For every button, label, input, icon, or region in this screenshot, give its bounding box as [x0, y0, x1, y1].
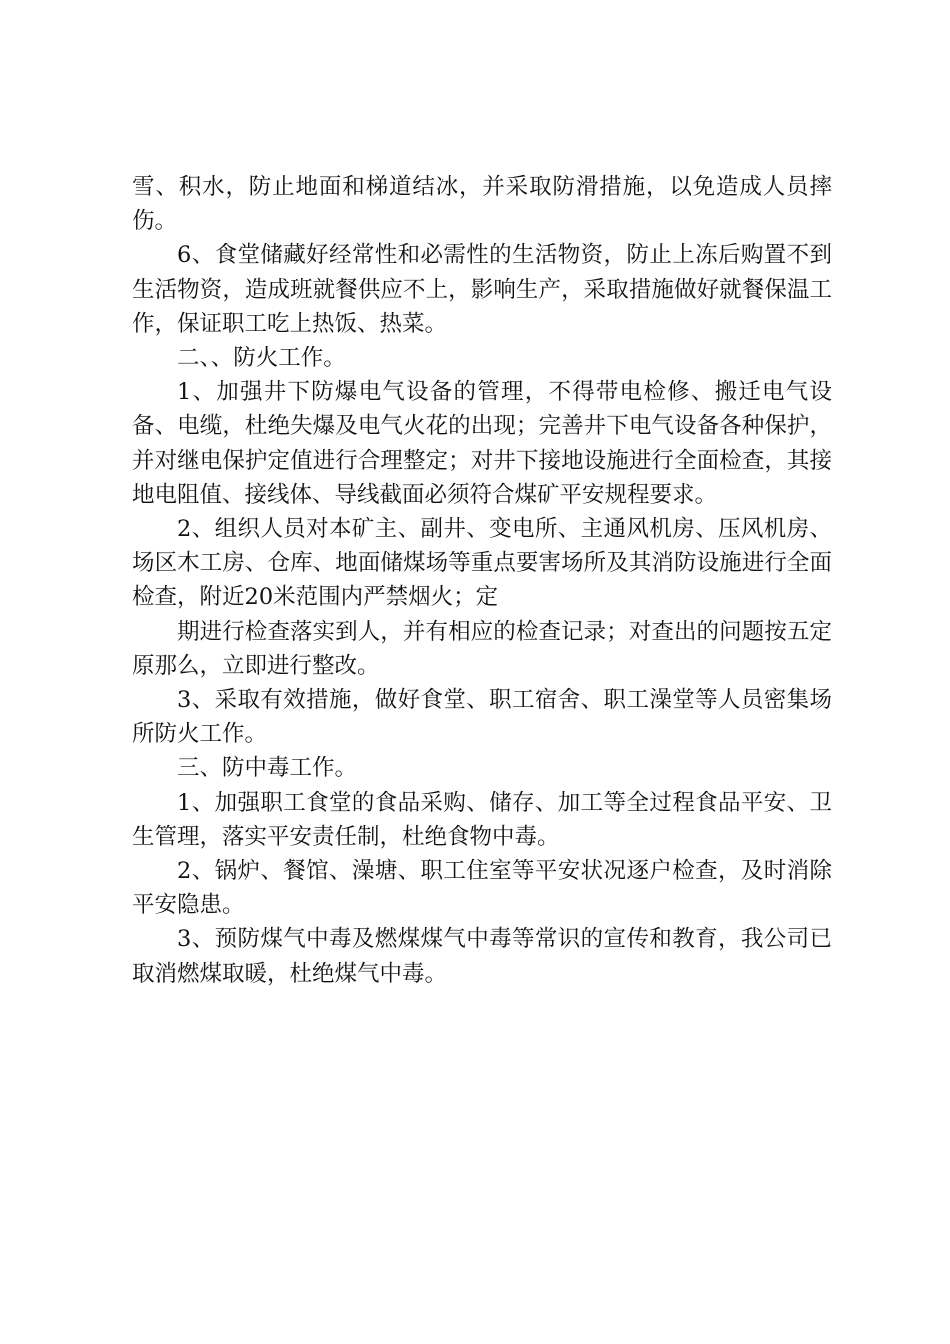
- paragraph-item-6-canteen-supplies: 6、食堂储藏好经常性和必需性的生活物资，防止上冻后购置不到生活物资，造成班就餐供应不上，影响生产，采取措施做好就餐保温工作，保证职工吃上热饭、热菜。: [132, 242, 832, 337]
- paragraph-fire-item-3: 3、采取有效措施，做好食堂、职工宿舍、职工澡堂等人员密集场所防火工作。: [132, 687, 832, 748]
- section-heading-poisoning-prevention: 三、防中毒工作。: [177, 755, 358, 782]
- paragraph-fire-item-1: 1、加强井下防爆电气设备的管理，不得带电检修、搬迁电气设备、电缆，杜绝失爆及电气火花的出现；完善井下电气设备各种保护，并对继电保护定值进行合理整定；对井下接地设施进行全面检查，其接地电阻值、接线体、导线截面必须符合煤矿平安规程要求。: [132, 379, 832, 508]
- paragraph-poison-item-2: 2、锅炉、餐馆、澡塘、职工住室等平安状况逐户检查，及时消除平安隐患。: [132, 858, 832, 919]
- section-heading-fire-prevention: 二、、防火工作。: [177, 345, 346, 372]
- paragraph-poison-item-1: 1、加强职工食堂的食品采购、储存、加工等全过程食品平安、卫生管理，落实平安责任制，杜绝食物中毒。: [132, 789, 832, 850]
- document-body: [132, 170, 832, 991]
- paragraph-fire-item-2-continued: 期进行检查落实到人，并有相应的检查记录；对查出的问题按五定原那么，立即进行整改。: [132, 618, 832, 679]
- paragraph-poison-item-3: 3、预防煤气中毒及燃煤煤气中毒等常识的宣传和教育，我公司已取消燃煤取暖，杜绝煤气中毒。: [132, 926, 832, 987]
- paragraph-continuation: 雪、积水，防止地面和梯道结冰，并采取防滑措施，以免造成人员摔伤。: [132, 174, 832, 235]
- paragraph-fire-item-2: 2、组织人员对本矿主、副井、变电所、主通风机房、压风机房、场区木工房、仓库、地面储煤场等重点要害场所及其消防设施进行全面检查，附近20米范围内严禁烟火；定: [132, 516, 832, 611]
